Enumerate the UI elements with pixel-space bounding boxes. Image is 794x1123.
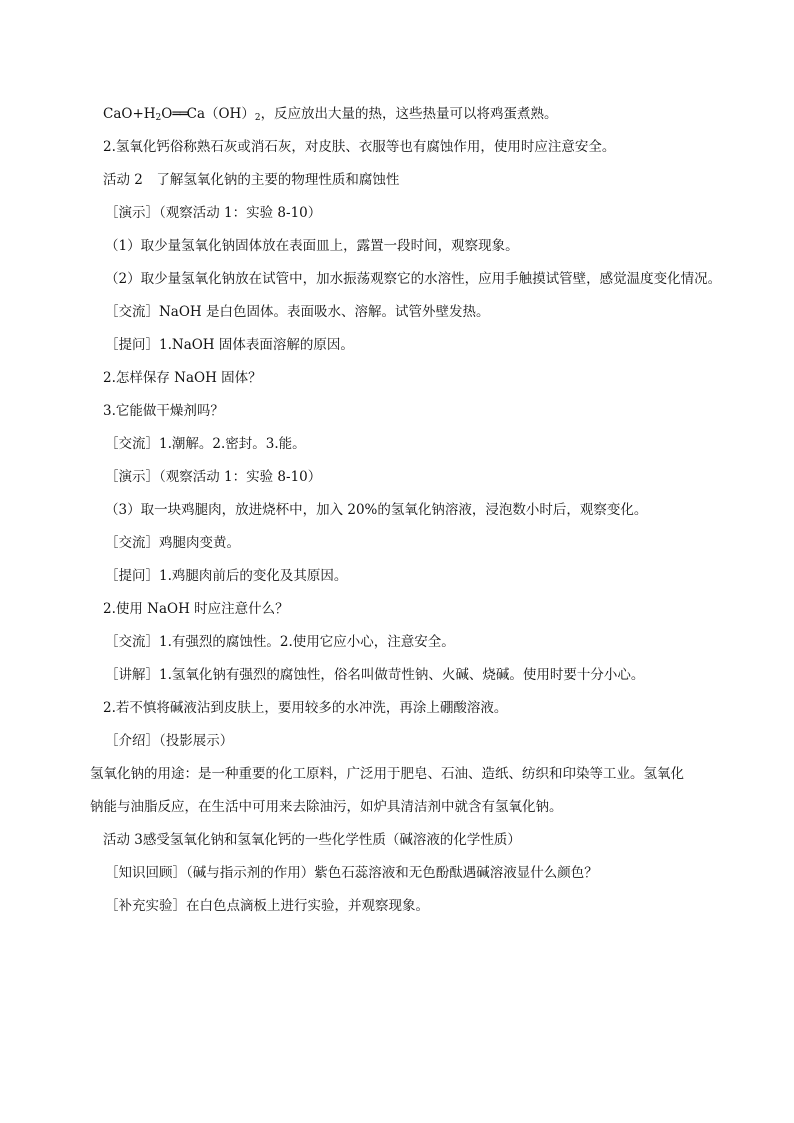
text-line: 2.氢氧化钙俗称熟石灰或消石灰，对皮肤、衣服等也有腐蚀作用，使用时应注意安全。: [103, 139, 616, 155]
text-line: （3）取一块鸡腿肉，放进烧杯中，加入 20%的氢氧化钠溶液，浸泡数小时后，观察变化。: [105, 502, 648, 518]
text-line: ［介绍］（投影展示）: [105, 733, 234, 749]
equation-part: O: [161, 106, 173, 122]
text-line: ［提问］1.鸡腿肉前后的变化及其原因。: [105, 568, 348, 584]
text-line: 2.使用 NaOH 时应注意什么？: [103, 601, 289, 617]
text-line: ［交流］NaOH 是白色固体。表面吸水、溶解。试管外壁发热。: [105, 304, 490, 320]
text-line: ［讲解］1.氢氧化钠有强烈的腐蚀性，俗名叫做苛性钠、火碱、烧碱。使用时要十分小心。: [105, 667, 645, 683]
text-line: ［交流］1.有强烈的腐蚀性。2.使用它应小心，注意安全。: [105, 634, 455, 650]
text-line: 2.若不慎将碱液沾到皮肤上，要用较多的水冲洗，再涂上硼酸溶液。: [103, 700, 508, 716]
text-line: ［交流］鸡腿肉变黄。: [105, 535, 240, 551]
equation-sign: ══: [172, 106, 187, 122]
text-line: （1）取少量氢氧化钠固体放在表面皿上，露置一段时间，观察现象。: [105, 238, 519, 254]
text-line: ［演示］（观察活动 1：实验 8-10）: [105, 205, 322, 221]
activity-heading: 活动 2 了解氢氧化钠的主要的物理性质和腐蚀性: [103, 172, 400, 188]
equation-subscript: 2: [254, 113, 261, 123]
activity-heading: 活动 3感受氢氧化钠和氢氧化钙的一些化学性质（碱溶液的化学性质）: [103, 832, 521, 848]
document-body: [90, 98, 722, 923]
text-line: ［补充实验］在白色点滴板上进行实验，并观察现象。: [105, 898, 429, 914]
text-line: 2.怎样保存 NaOH 固体？: [103, 370, 262, 386]
text-line: ［交流］1.潮解。2.密封。3.能。: [105, 436, 306, 452]
text-line: ［知识回顾］（碱与指示剂的作用）紫色石蕊溶液和无色酚酞遇碱溶液显什么颜色？: [105, 865, 598, 881]
text-line: （2）取少量氢氧化钠放在试管中，加水振荡观察它的水溶性，应用手触摸试管壁，感觉温度变化情况。: [105, 271, 722, 287]
text-line: ［演示］（观察活动 1：实验 8-10）: [105, 469, 322, 485]
text-line: ［提问］1.NaOH 固体表面溶解的原因。: [105, 337, 354, 353]
paragraph-uses: 氢氧化钠的用途：是一种重要的化工原料，广泛用于肥皂、石油、造纸、纺织和印染等工业。氢氧化钠能与油脂反应，在生活中可用来去除油污，如炉具清洁剂中就含有氢氧化钠。: [90, 766, 684, 815]
equation-part: Ca（OH）: [186, 106, 255, 122]
equation-text: ，反应放出大量的热，这些热量可以将鸡蛋煮熟。: [260, 106, 558, 122]
text-line: 3.它能做干燥剂吗？: [103, 403, 224, 419]
equation-subscript: 2: [155, 113, 162, 123]
equation-part: CaO+H: [103, 106, 156, 122]
equation-line: [103, 98, 683, 131]
